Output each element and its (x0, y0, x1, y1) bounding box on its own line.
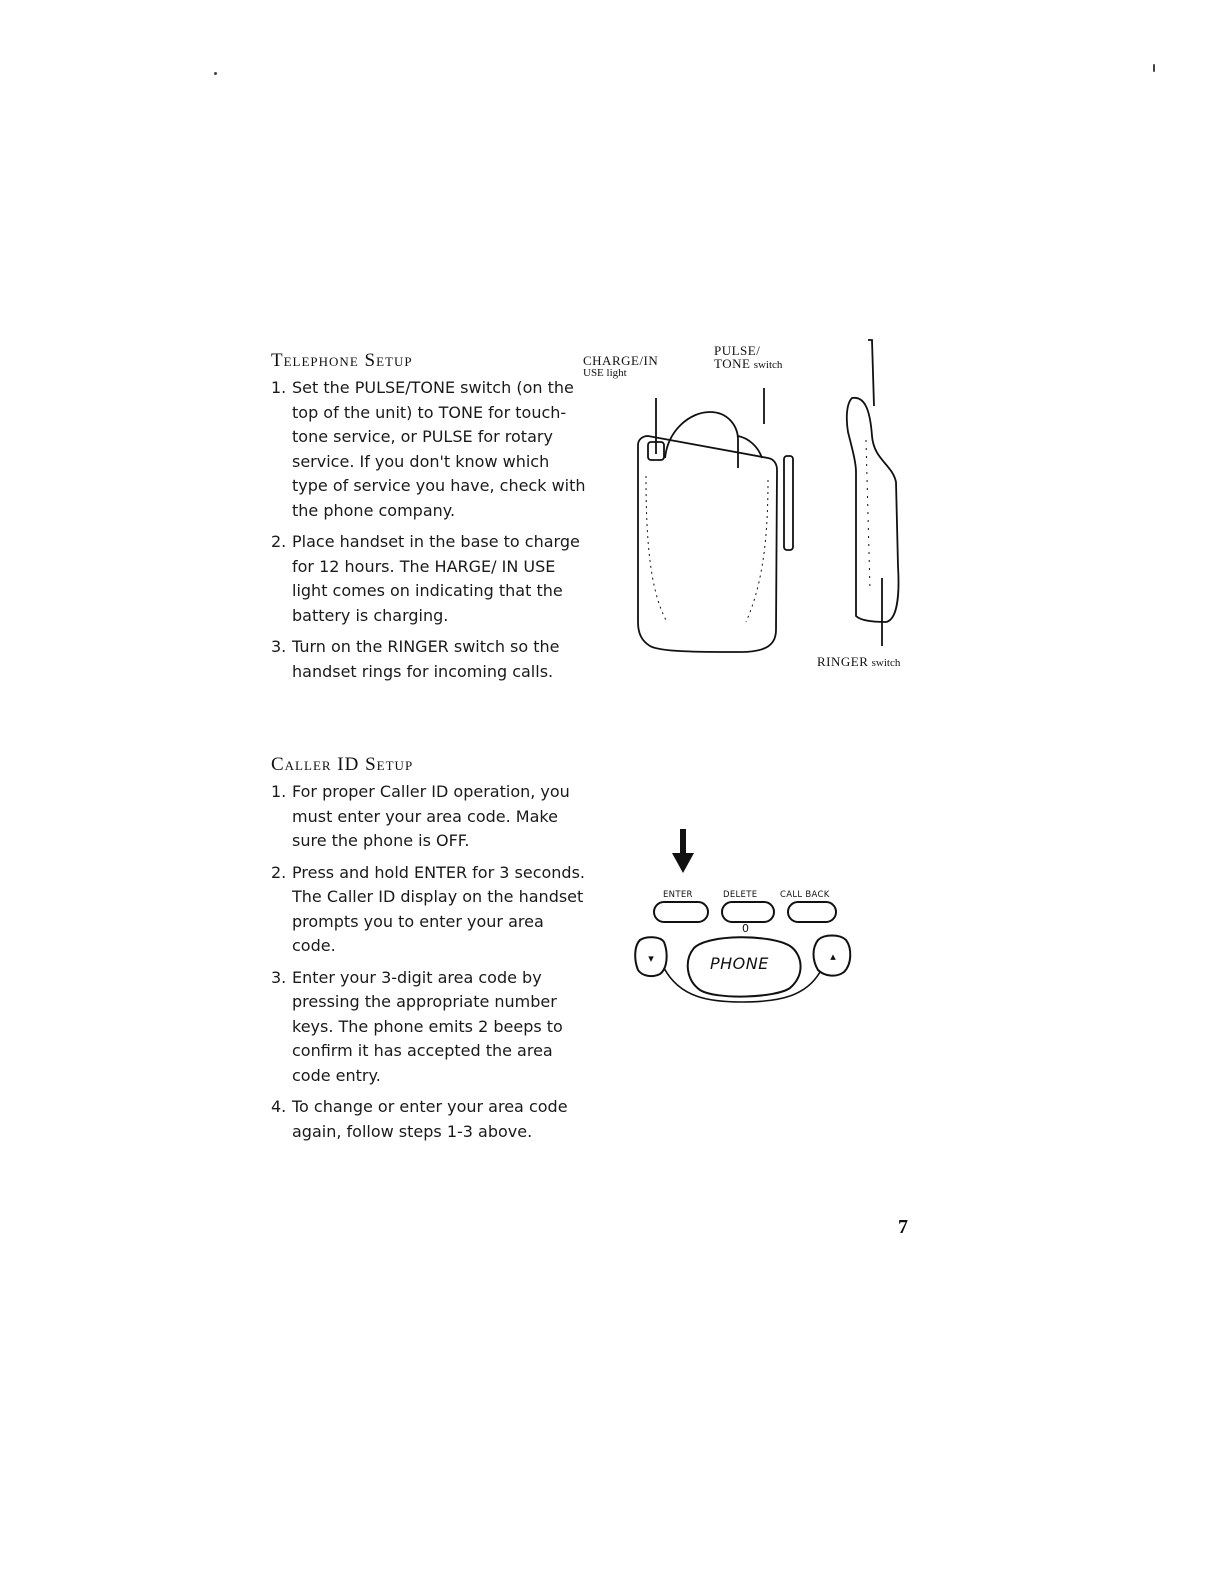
base-inner-contour (746, 480, 768, 622)
phone-base-illustration (620, 340, 930, 660)
step-text: Enter your 3-digit area code by pressing the appropriate number keys. The phone emits 2 beeps to confirm it has accepted the area code entry. (292, 967, 563, 1085)
step-number: 2. (271, 532, 287, 551)
handset-antenna (868, 340, 874, 406)
caller-id-step (271, 861, 589, 959)
delete-button[interactable] (722, 902, 774, 922)
step-text: Turn on the RINGER switch so the handset rings for incoming calls. (292, 637, 560, 681)
telephone-step (271, 376, 589, 523)
caller-id-step (271, 966, 589, 1089)
step-number: 3. (271, 637, 287, 656)
down-arrow-icon (672, 829, 694, 875)
scan-speck (214, 72, 217, 75)
delete-key-label: DELETE (723, 890, 758, 900)
callback-key-label: CALL BACK (780, 890, 830, 900)
pulse-label-switch: switch (753, 359, 783, 371)
callback-button[interactable] (788, 902, 836, 922)
base-side-bar (784, 456, 793, 550)
scan-speck (1153, 64, 1155, 72)
telephone-setup-heading: Telephone Setup (271, 350, 413, 371)
handset-inner (866, 440, 870, 590)
handset-top (665, 412, 738, 468)
pulse-label-tone: TONE (714, 356, 751, 371)
step-text: Press and hold ENTER for 3 seconds. The Caller ID display on the handset prompts you to enter your area code. (292, 862, 585, 955)
step-number: 2. (271, 862, 287, 882)
enter-button[interactable] (654, 902, 708, 922)
step-number: 1. (271, 782, 287, 801)
down-arrow-glyph: ▾ (648, 952, 654, 965)
page-number: 7 (898, 1216, 908, 1238)
handset-side (847, 398, 899, 622)
phone-button-label: PHONE (710, 954, 769, 973)
caller-id-step (271, 1095, 589, 1144)
step-text: To change or enter your area code again, follow steps 1-3 above. (292, 1097, 568, 1141)
step-number: 4. (271, 1097, 287, 1116)
base-body (638, 436, 777, 652)
caller-id-step (271, 780, 589, 854)
ringer-label-switch: switch (871, 657, 901, 669)
charge-label-line2: USE light (583, 367, 627, 379)
delete-sub-label: 0 (742, 922, 750, 935)
enter-key-label: ENTER (663, 890, 693, 900)
ringer-label-main: RINGER (817, 654, 869, 669)
step-number: 3. (271, 967, 287, 987)
step-text: For proper Caller ID operation, you must enter your area code. Make sure the phone is OFF. (292, 782, 570, 850)
caller-id-setup-steps (271, 780, 589, 1151)
pulse-label-line1: PULSE/ (714, 343, 761, 358)
up-arrow-glyph: ▴ (830, 950, 836, 963)
telephone-step (271, 635, 589, 684)
step-number: 1. (271, 378, 287, 397)
base-inner-contour (646, 476, 666, 620)
caller-id-setup-heading: Caller ID Setup (271, 754, 414, 775)
step-text: Place handset in the base to charge for 12 hours. The HARGE/ IN USE light comes on indicating that the battery is charging. (292, 532, 580, 625)
telephone-step (271, 530, 589, 628)
step-text: Set the PULSE/TONE switch (on the top of the unit) to TONE for touch-tone service, or PULSE for rotary service. If you don't know which type of service you have, check with the phone company. (292, 378, 586, 520)
keypad-buttons (630, 898, 860, 1008)
charge-label-line1: CHARGE/IN (583, 353, 659, 368)
telephone-setup-steps (271, 376, 589, 691)
